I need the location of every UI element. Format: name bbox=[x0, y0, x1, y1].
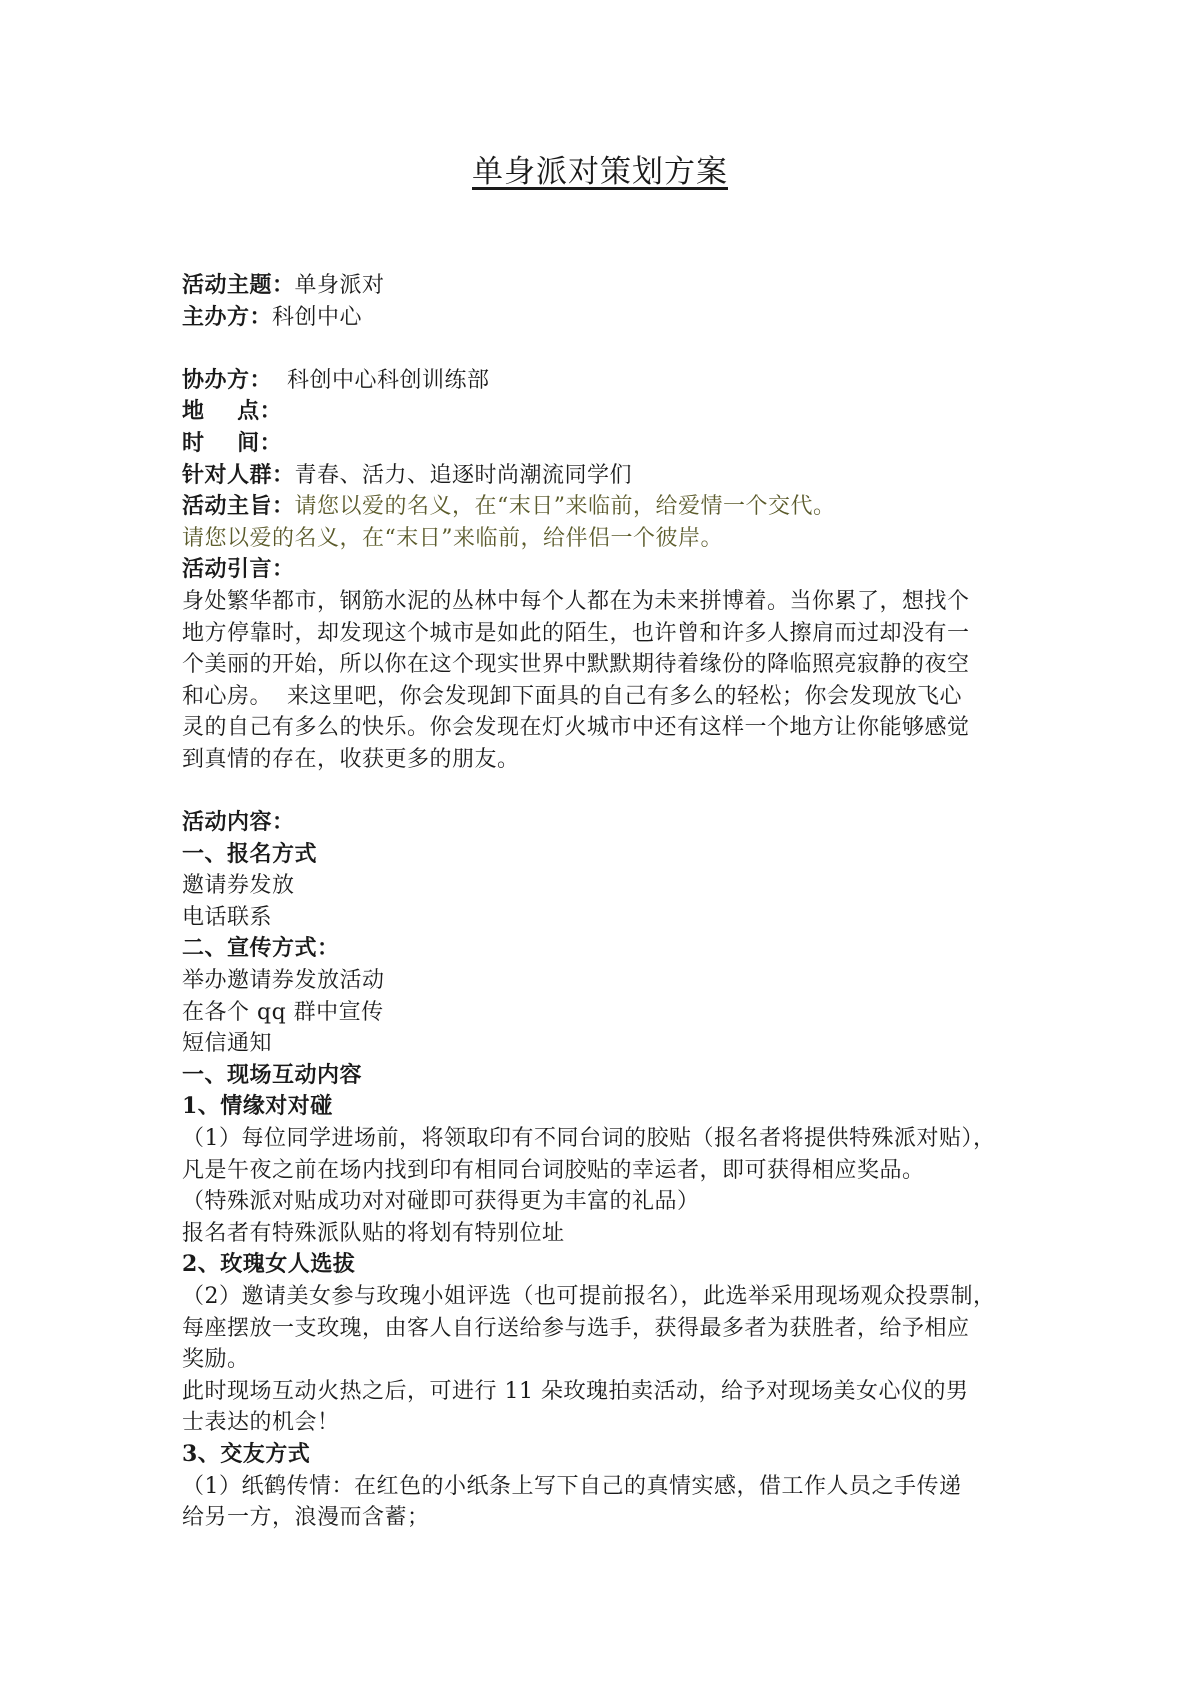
location-label: 地 点： bbox=[182, 398, 283, 425]
subsection-heading-match: 1、情缘对对碰 bbox=[182, 1093, 333, 1120]
intro-line: 身处繁华都市，钢筋水泥的丛林中每个人都在为未来拼博着。当你累了，想找个 bbox=[182, 588, 970, 614]
section-heading-interaction: 一、现场互动内容 bbox=[182, 1061, 363, 1088]
time-label: 时 间： bbox=[182, 429, 283, 456]
subsection-heading-rose: 2、玫瑰女人选拔 bbox=[182, 1251, 356, 1278]
document-title: 单身派对策划方案 bbox=[472, 154, 728, 190]
match-line: 凡是午夜之前在场内找到印有相同台词胶贴的幸运者，即可获得相应奖品。 bbox=[182, 1157, 925, 1183]
match-line: （1）每位同学进场前，将领取印有不同台词的胶贴（报名者将提供特殊派对贴）， bbox=[182, 1126, 996, 1152]
match-line: 报名者有特殊派队贴的将划有特别位址 bbox=[182, 1220, 565, 1246]
signup-item: 邀请券发放 bbox=[182, 873, 295, 899]
purpose-label: 活动主旨： bbox=[182, 493, 295, 520]
organizer-row bbox=[182, 302, 1020, 334]
content-label: 活动内容： bbox=[182, 809, 295, 836]
friendship-line: （1）纸鹤传情：在红色的小纸条上写下自己的真情实感，借工作人员之手传递 bbox=[182, 1473, 962, 1499]
section-heading-promotion: 二、宣传方式： bbox=[182, 935, 340, 962]
purpose-line-1: 请您以爱的名义，在“末日”来临前，给爱情一个交代。 bbox=[294, 494, 836, 520]
intro-line: 个美丽的开始，所以你在这个现实世界中默默期待着缘份的降临照亮寂静的夜空 bbox=[182, 652, 970, 678]
promotion-item: 在各个 qq 群中宣传 bbox=[182, 999, 384, 1025]
co-organizer-value: 科创中心科创训练部 bbox=[272, 367, 490, 393]
purpose-line-2: 请您以爱的名义，在“末日”来临前，给伴侣一个彼岸。 bbox=[182, 525, 723, 551]
audience-value: 青春、活力、追逐时尚潮流同学们 bbox=[294, 462, 633, 488]
intro-label: 活动引言： bbox=[182, 556, 295, 583]
subsection-heading-friendship: 3、交友方式 bbox=[182, 1440, 311, 1467]
rose-line: 此时现场互动火热之后，可进行 11 朵玫瑰拍卖活动，给予对现场美女心仪的男 bbox=[182, 1378, 969, 1404]
theme-label: 活动主题： bbox=[182, 272, 295, 298]
theme-row bbox=[182, 270, 1020, 302]
rose-line: 奖励。 bbox=[182, 1347, 250, 1373]
audience-label: 针对人群： bbox=[182, 461, 295, 488]
friendship-line: 给另一方，浪漫而含蓄； bbox=[182, 1505, 430, 1531]
intro-line: 和心房。 来这里吧，你会发现卸下面具的自己有多么的轻松；你会发现放飞心 bbox=[182, 683, 962, 709]
location-row bbox=[182, 396, 1020, 428]
co-organizer-row bbox=[182, 365, 1020, 397]
promotion-item: 举办邀请券发放活动 bbox=[182, 968, 385, 994]
theme-value: 单身派对 bbox=[294, 273, 385, 298]
blank-line bbox=[182, 776, 1020, 808]
intro-paragraph bbox=[182, 586, 1020, 776]
match-line: （特殊派对贴成功对对碰即可获得更为丰富的礼品） bbox=[182, 1189, 700, 1215]
intro-line: 地方停靠时，却发现这个城市是如此的陌生，也许曾和许多人擦肩而过却没有一 bbox=[182, 620, 970, 646]
rose-line: （2）邀请美女参与玫瑰小姐评选（也可提前报名），此选举采用现场观众投票制， bbox=[182, 1284, 996, 1309]
audience-row bbox=[182, 460, 1020, 492]
section-heading-signup: 一、报名方式 bbox=[182, 840, 318, 867]
signup-item: 电话联系 bbox=[182, 904, 273, 930]
blank-line bbox=[182, 333, 1020, 365]
purpose-row bbox=[182, 491, 1020, 523]
rose-line: 士表达的机会！ bbox=[182, 1410, 340, 1436]
organizer-value: 科创中心 bbox=[272, 304, 363, 330]
intro-line: 到真情的存在，收获更多的朋友。 bbox=[182, 746, 520, 772]
promotion-item: 短信通知 bbox=[182, 1031, 273, 1057]
document-body bbox=[182, 270, 1020, 1534]
organizer-label: 主办方： bbox=[182, 303, 273, 330]
time-row bbox=[182, 428, 1020, 460]
intro-line: 灵的自己有多么的快乐。你会发现在灯火城市中还有这样一个地方让你能够感觉 bbox=[182, 715, 970, 741]
co-organizer-label: 协办方： bbox=[182, 366, 273, 393]
rose-line: 每座摆放一支玫瑰，由客人自行送给参与选手，获得最多者为获胜者，给予相应 bbox=[182, 1315, 970, 1341]
